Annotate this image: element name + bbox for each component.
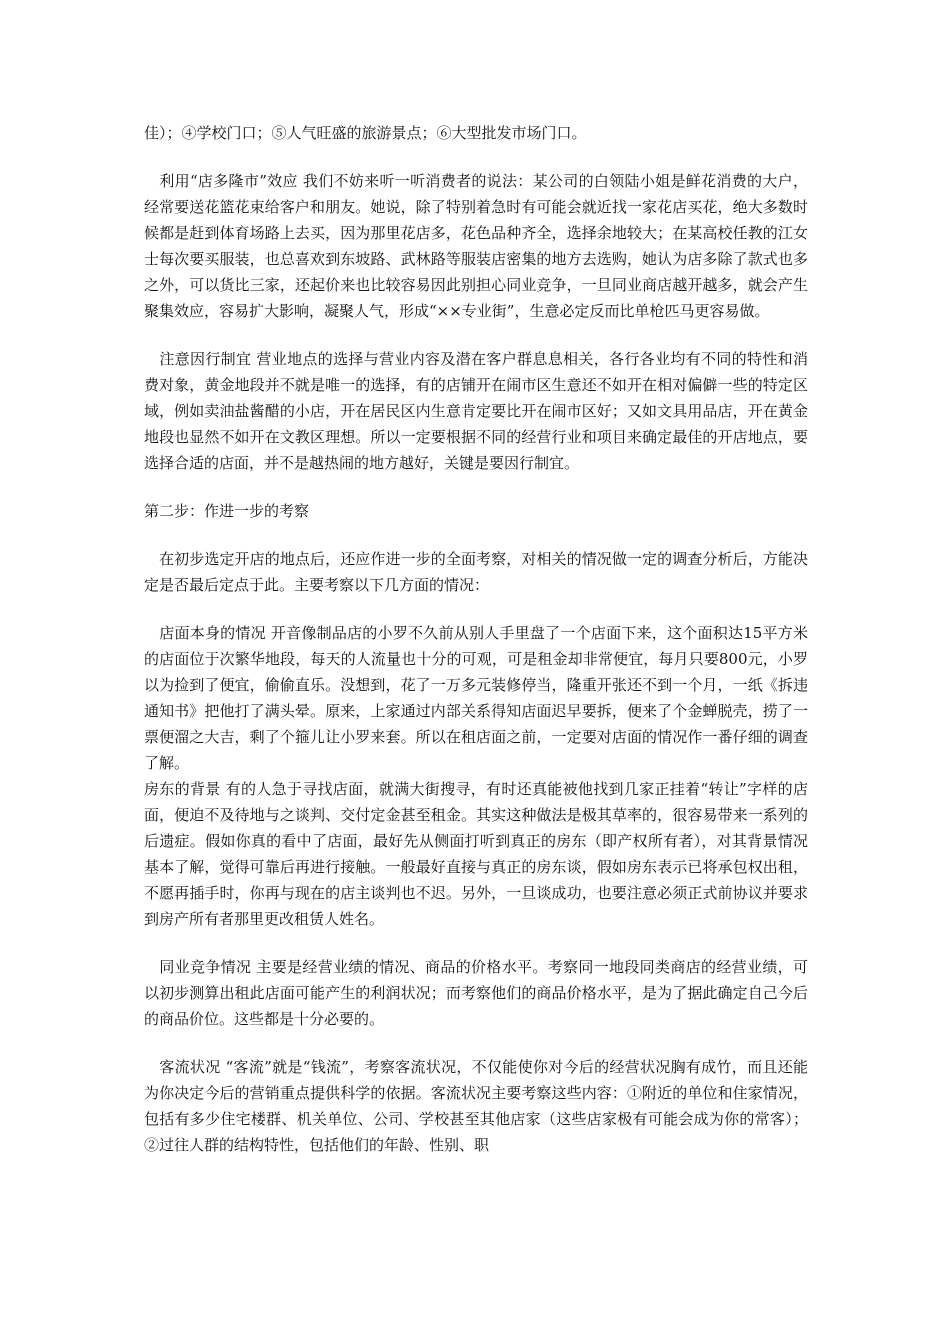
paragraph-7: 同业竞争情况 主要是经营业绩的情况、商品的价格水平。考察同一地段同类商店的经营业绩，可以初步测算出租此店面可能产生的利润状况；而考察他们的商品价格水平，是为了据此确定自己今后的商品价位。这些都是十分必要的。 [144,958,808,1028]
paragraph-gap [144,932,808,954]
paragraph-gap [144,146,808,168]
paragraph-8: 客流状况 “客流”就是“钱流”，考察客流状况，不仅能使你对今后的经营状况胸有成竹，而且还能为你决定今后的营销重点提供科学的依据。客流状况主要考察这些内容：①附近的单位和住家情况，包括有多少住宅楼群、机关单位、公司、学校甚至其他店家（这些店家极有可能会成为你的常客）；②过往人群的结构特性，包括他们的年龄、性别、职 [144,1058,808,1154]
paragraph-gap [144,1032,808,1054]
paragraph-5: 店面本身的情况 开音像制品店的小罗不久前从别人手里盘了一个店面下来，这个面积达15平方米的店面位于次繁华地段，每天的人流量也十分的可观，可是租金却非常便宜，每月只要800元，小罗以为捡到了便宜，偷偷直乐。没想到，花了一万多元装修停当，隆重开张还不到一个月，一纸《拆违通知书》把他打了满头晕。原来，上家通过内部关系得知店面迟早要拆，便来了个金蝉脱壳，捞了一票便溜之大吉，剩了个箍儿让小罗来套。所以在租店面之前，一定要对店面的情况作一番仔细的调查了解。 [144,624,808,772]
paragraph-2: 利用“店多隆市”效应 我们不妨来听一听消费者的说法：某公司的白领陆小姐是鲜花消费的大户，经常要送花篮花束给客户和朋友。她说，除了特别着急时有可能会就近找一家花店买花，绝大多数时候都是赶到体育场路上去买，因为那里花店多，花色品种齐全，选择余地较大；在某高校任教的江女士每次要买服装，也总喜欢到东坡路、武林路等服装店密集的地方去选购，她认为店多除了款式也多之外，可以货比三家，还起价来也比较容易因此别担心同业竞争，一旦同业商店越开越多，就会产生聚集效应，容易扩大影响，凝聚人气，形成“××专业街”，生意必定反而比单枪匹马更容易做。 [144,172,808,320]
paragraph-1: 佳）；④学校门口；⑤人气旺盛的旅游景点；⑥大型批发市场门口。 [144,124,587,142]
paragraph-4: 在初步选定开店的地点后，还应作进一步的全面考察，对相关的情况做一定的调查分析后，方能决定是否最后定点于此。主要考察以下几方面的情况： [144,550,808,594]
section-heading: 第二步：作进一步的考察 [144,502,310,520]
paragraph-gap [144,524,808,546]
paragraph-gap [144,324,808,346]
document-page [144,120,808,1158]
paragraph-3: 注意因行制宜 营业地点的选择与营业内容及潜在客户群息息相关，各行各业均有不同的特性和消费对象，黄金地段并不就是唯一的选择，有的店铺开在闹市区生意还不如开在相对偏僻一些的特定区域，例如卖油盐酱醋的小店，开在居民区内生意肯定要比开在闹市区好；又如文具用品店，开在黄金地段也显然不如开在文教区理想。所以一定要根据不同的经营行业和项目来确定最佳的开店地点，要选择合适的店面，并不是越热闹的地方越好，关键是要因行制宜。 [144,350,808,472]
paragraph-gap [144,476,808,498]
paragraph-6: 房东的背景 有的人急于寻找店面，就满大街搜寻，有时还真能被他找到几家正挂着“转让”字样的店面，便迫不及待地与之谈判、交付定金甚至租金。其实这种做法是极其草率的，很容易带来一系列的后遗症。假如你真的看中了店面，最好先从侧面打听到真正的房东（即产权所有者），对其背景情况基本了解，觉得可靠后再进行接触。一般最好直接与真正的房东谈，假如房东表示已将承包权出租，不愿再插手时，你再与现在的店主谈判也不迟。另外，一旦谈成功，也要注意必须正式前协议并要求到房产所有者那里更改租赁人姓名。 [144,780,808,928]
paragraph-gap [144,598,808,620]
